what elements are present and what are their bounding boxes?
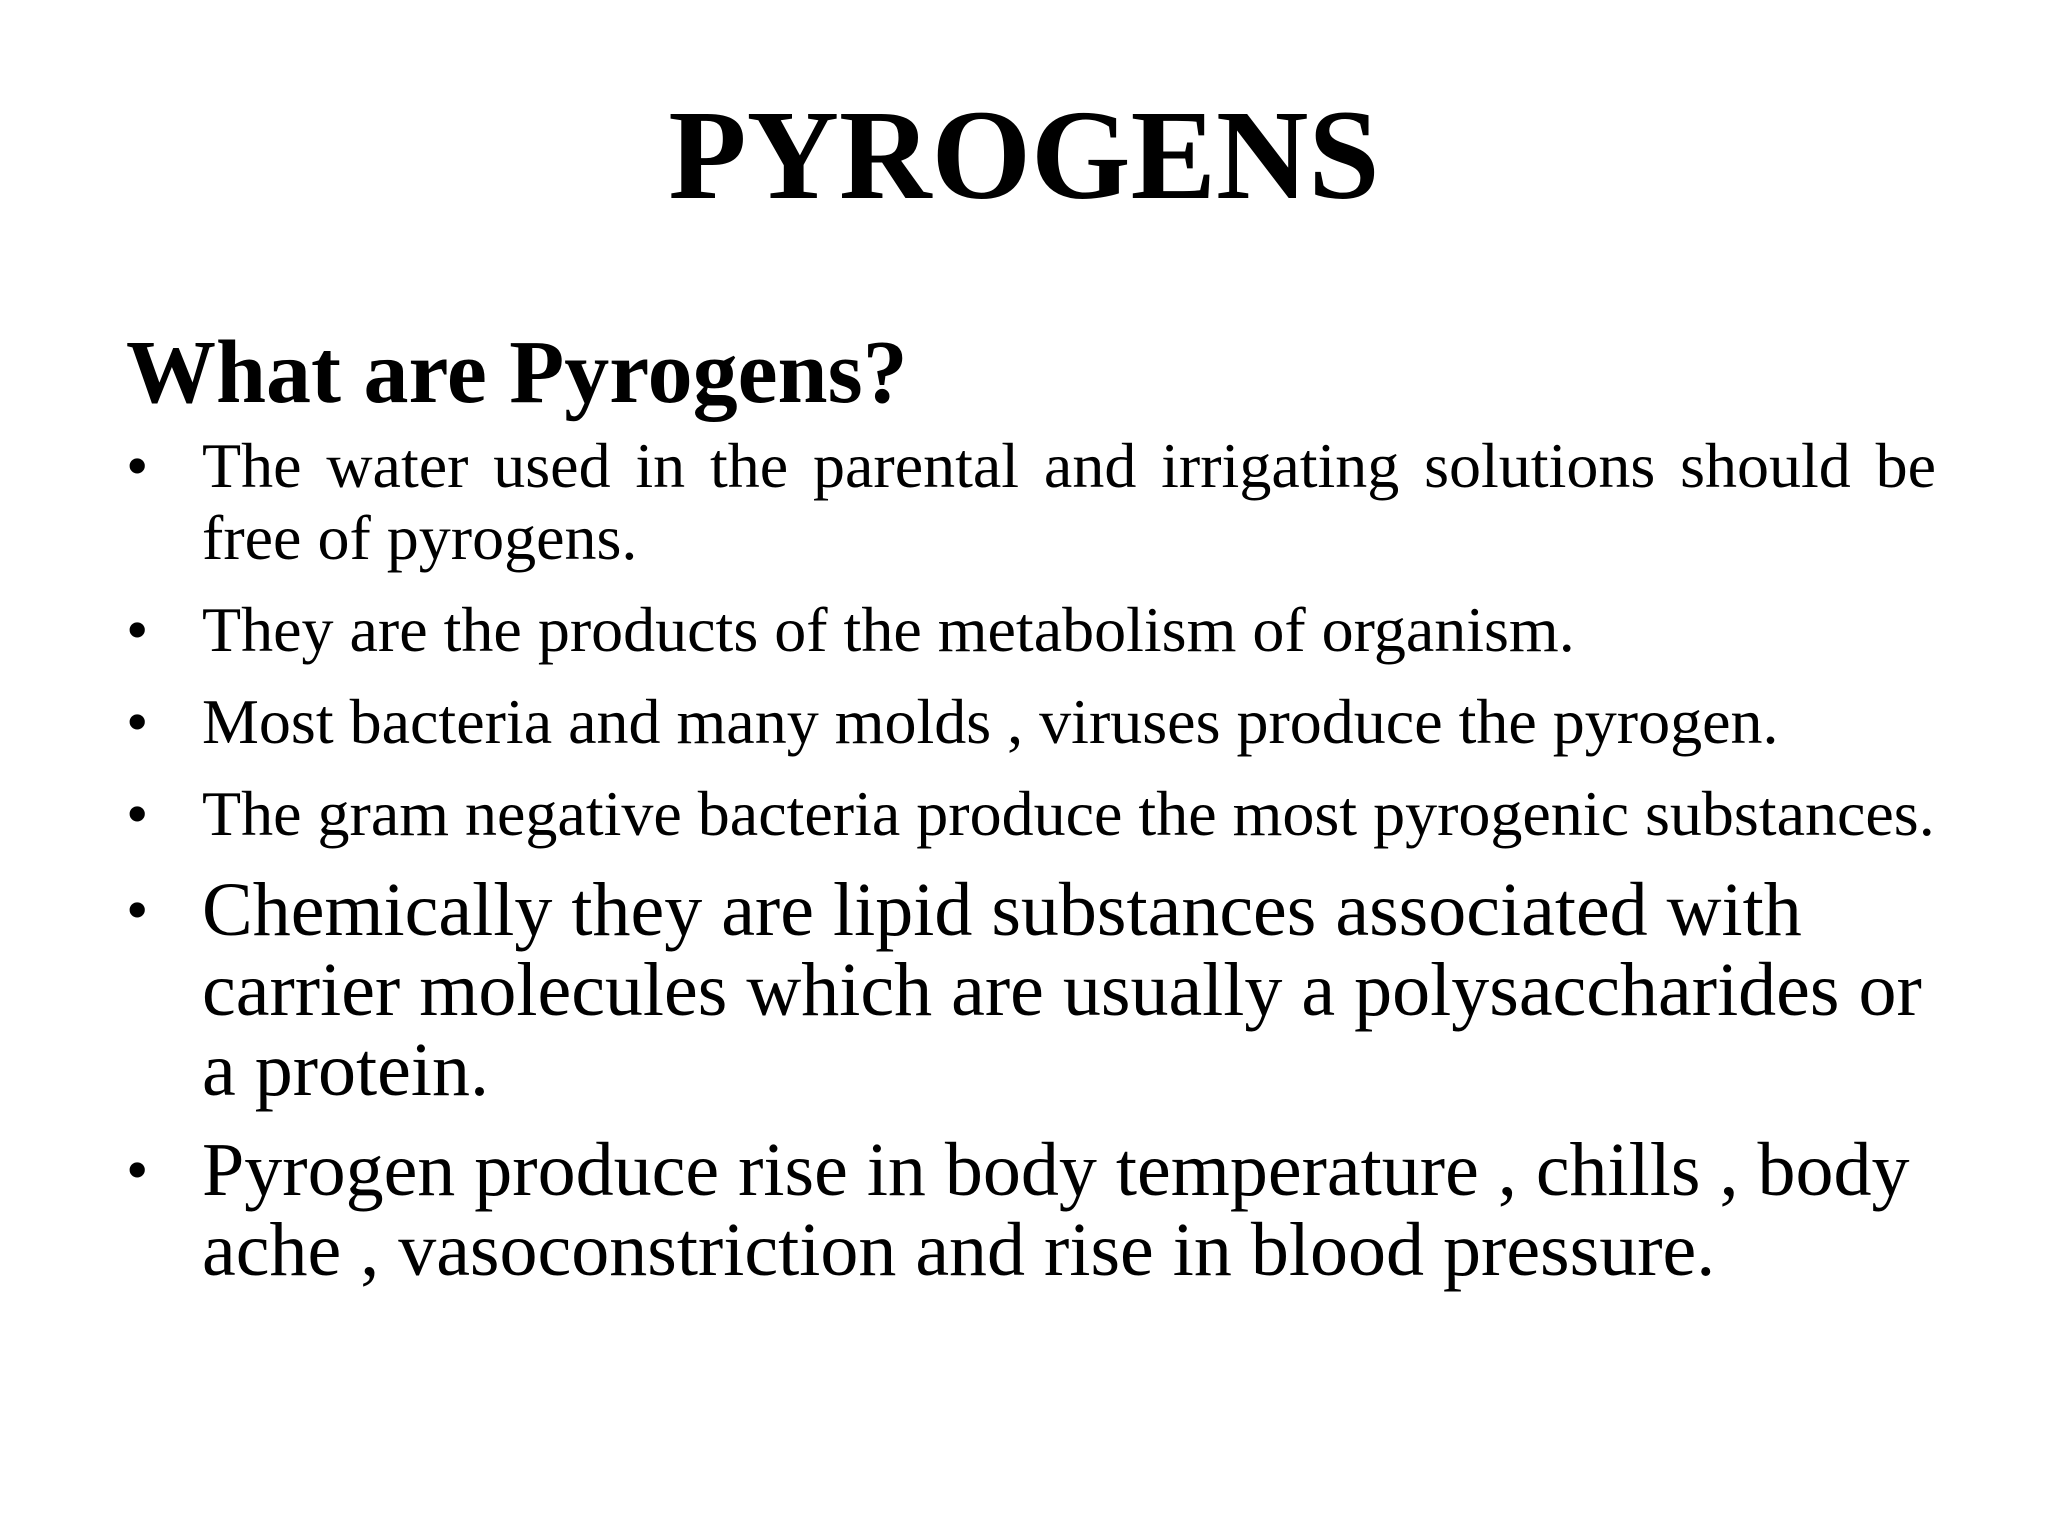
bullet-dot-icon: • [126,430,149,501]
bullet-text: The gram negative bacteria produce the most pyrogenic substances. [202,778,1935,849]
slide-subtitle: What are Pyrogens? [126,323,908,422]
bullet-text: Chemically they are lipid substances associated with carrier molecules which are usually a polysaccharides or a protein. [202,868,1922,1112]
bullet-item [126,778,1936,850]
bullet-text: Pyrogen produce rise in body temperature , chills , body ache , vasoconstriction and rise in blood pressure. [202,1128,1910,1292]
bullet-item [126,870,1936,1110]
slide-title: PYROGENS [668,84,1380,226]
bullet-item [126,594,1936,666]
bullet-dot-icon: • [126,686,149,757]
bullet-dot-icon: • [126,594,149,665]
bullet-text: The water used in the parental and irrigating solutions should be free of pyrogens. [202,430,1936,573]
bullet-text: They are the products of the metabolism of organism. [202,594,1575,665]
bullet-list [126,430,1936,1310]
bullet-item [126,1130,1936,1290]
bullet-dot-icon: • [126,874,149,945]
bullet-item [126,430,1936,574]
bullet-item [126,686,1936,758]
bullet-dot-icon: • [126,778,149,849]
bullet-text: Most bacteria and many molds , viruses produce the pyrogen. [202,686,1779,757]
bullet-dot-icon: • [126,1134,149,1205]
